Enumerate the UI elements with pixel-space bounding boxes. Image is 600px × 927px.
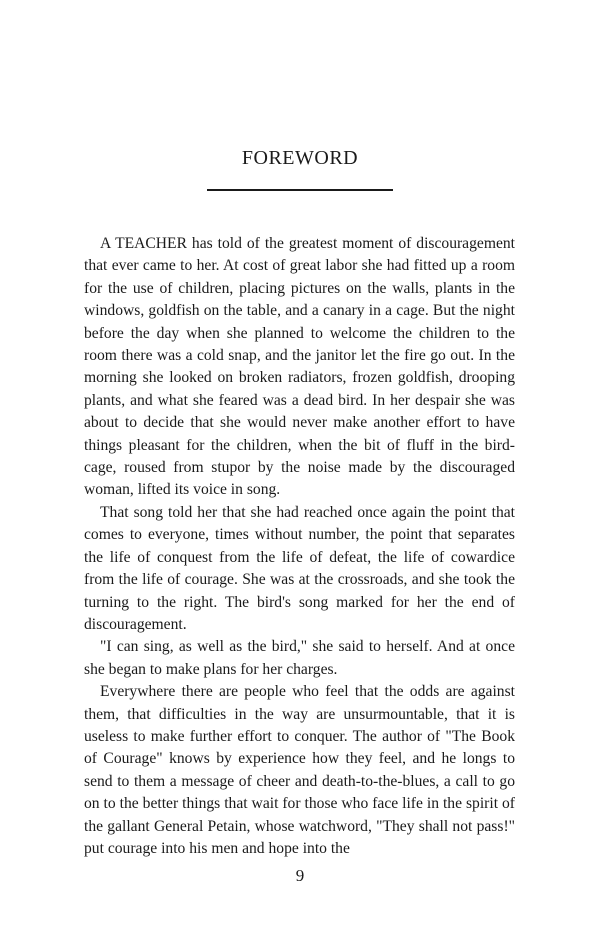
paragraph: "I can sing, as well as the bird," she said to herself. And at once she began to make plans for her charges. <box>84 638 515 678</box>
chapter-title: FOREWORD <box>241 147 359 169</box>
paragraph: That song told her that she had reached once again the point that comes to everyone, times without number, the point that separates the life of conquest from the life of defeat, the life of cowardice from the life of courage. She was at the crossroads, and she took the turning to the right. The bird's song marked for her the end of discouragement. <box>84 503 515 633</box>
title-underline <box>207 189 393 191</box>
paragraph: Everywhere there are people who feel that the odds are against them, that difficulties in the way are unsurmountable, that it is useless to make further effort to conquer. The author of "The Book of Courage" knows by experience how they feel, and he longs to send to them a message of cheer and death-to-the-blues, a call to go on to the better things that wait for those who face life in the spirit of the gallant General Petain, whose watchword, "They shall not pass!" put courage into his men and hope into the <box>84 683 515 857</box>
body-text <box>84 233 515 860</box>
page-number: 9 <box>295 866 305 885</box>
paragraph: A TEACHER has told of the greatest moment of discouragement that ever came to her. At cost of great labor she had fitted up a room for the use of children, placing pictures on the walls, plants in the windows, goldfish on the table, and a canary in a cage. But the night before the day when she planned to welcome the children to the room there was a cold snap, and the janitor let the fire go out. In the morning she looked on broken radiators, frozen goldfish, drooping plants, and what she feared was a dead bird. In her despair she was about to decide that she would never make another effort to have things pleasant for the children, when the bit of fluff in the bird-cage, roused from stupor by the noise made by the discouraged woman, lifted its voice in song. <box>84 235 515 499</box>
